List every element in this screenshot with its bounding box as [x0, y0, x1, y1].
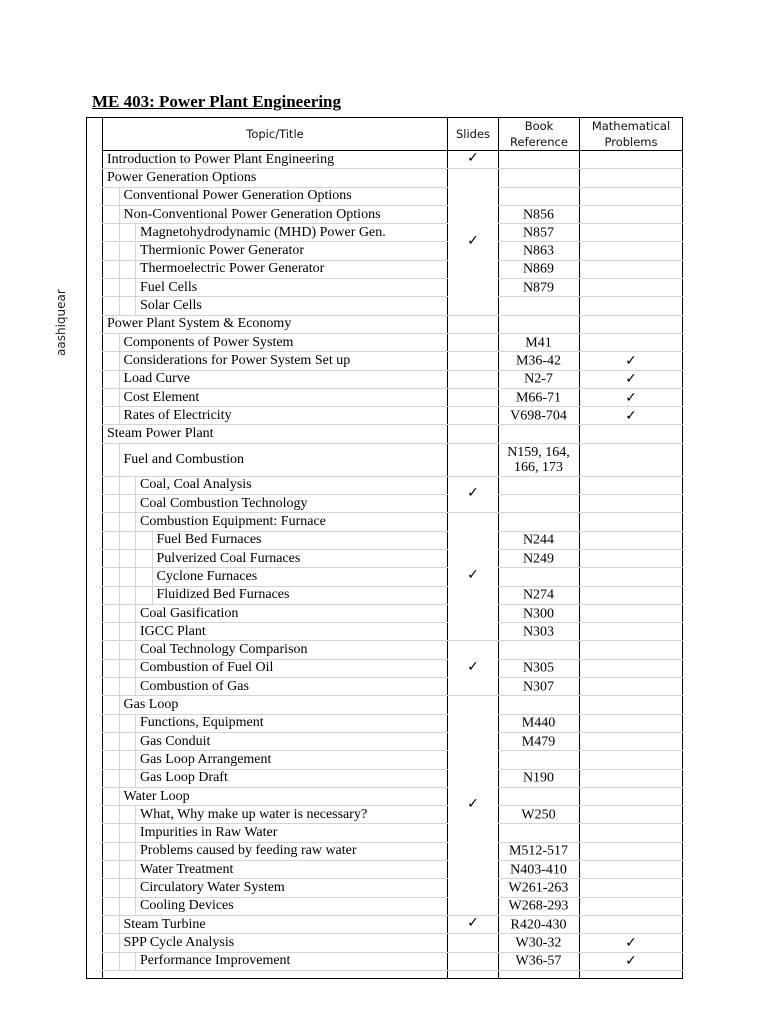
table-row	[102, 495, 683, 513]
table-row	[102, 696, 683, 714]
slides-check-mark: ✓	[467, 567, 479, 584]
table-row	[102, 660, 683, 678]
book-reference-text: N300	[522, 606, 555, 622]
row-topic: Thermionic Power Generator	[140, 243, 305, 259]
row-math-check: ✓	[625, 407, 637, 424]
indent-guide	[119, 550, 120, 568]
book-reference-text: N190	[522, 770, 555, 786]
indent-guide	[135, 550, 136, 568]
row-topic: Water Treatment	[140, 861, 234, 877]
table-row	[102, 953, 683, 971]
header-topic: Topic/Title	[102, 118, 448, 151]
table-row	[102, 297, 683, 315]
row-book-reference	[498, 244, 579, 259]
table-row	[102, 605, 683, 623]
indent-guide	[119, 879, 120, 897]
slides-check-mark: ✓	[467, 658, 479, 675]
book-reference-text: N856	[522, 207, 555, 223]
slides-check-mark: ✓	[467, 232, 479, 249]
table-row	[102, 532, 683, 550]
indent-guide	[119, 444, 120, 477]
table-row	[102, 916, 683, 934]
slides-check-mark: ✓	[467, 915, 479, 932]
row-book-reference	[498, 207, 579, 222]
row-topic: Fluidized Bed Furnaces	[156, 587, 290, 603]
indent-guide	[119, 770, 120, 788]
row-topic: Steam Turbine	[123, 916, 206, 932]
row-topic: Power Plant System & Economy	[107, 316, 292, 332]
indent-guide	[119, 206, 120, 224]
row-book-reference	[498, 679, 579, 694]
row-book-reference	[498, 734, 579, 749]
indent-guide	[135, 587, 136, 605]
row-topic: Functions, Equipment	[140, 715, 264, 731]
book-reference-text: W261-263	[508, 880, 569, 896]
row-topic: Combustion of Gas	[140, 678, 249, 694]
row-topic: Considerations for Power System Set up	[123, 352, 351, 368]
row-book-reference	[498, 335, 579, 350]
indent-guide	[135, 279, 136, 297]
row-math-check: ✓	[625, 389, 637, 406]
book-reference-text: N879	[522, 280, 555, 296]
indent-guide	[119, 279, 120, 297]
row-topic: Components of Power System	[123, 334, 294, 350]
indent-guide	[152, 587, 153, 605]
row-topic: Load Curve	[123, 371, 190, 387]
table-row	[102, 513, 683, 531]
table-row	[102, 279, 683, 297]
table-row	[102, 879, 683, 897]
row-book-reference	[498, 807, 579, 822]
indent-guide	[135, 678, 136, 696]
indent-guide	[135, 623, 136, 641]
row-book-reference	[498, 771, 579, 786]
row-topic: Water Loop	[123, 788, 190, 804]
book-reference-text: M512-517	[508, 843, 569, 859]
row-math-check: ✓	[625, 953, 637, 970]
indent-guide	[135, 843, 136, 861]
indent-guide	[135, 568, 136, 586]
indent-guide	[119, 243, 120, 261]
row-topic: Cost Element	[123, 389, 200, 405]
book-reference-text: W268-293	[508, 898, 569, 914]
row-topic: Gas Loop Arrangement	[140, 751, 272, 767]
row-topic: Coal Technology Comparison	[140, 642, 308, 658]
indent-guide	[119, 261, 120, 279]
book-reference-text: N305	[522, 660, 555, 676]
indent-guide	[135, 953, 136, 971]
row-book-reference	[498, 899, 579, 914]
row-topic: Cooling Devices	[140, 898, 234, 914]
indent-guide	[119, 587, 120, 605]
indent-guide	[135, 297, 136, 315]
indent-guide	[119, 352, 120, 370]
table-row	[102, 389, 683, 407]
indent-guide	[119, 898, 120, 916]
table-row	[102, 861, 683, 879]
table-row	[102, 715, 683, 733]
table-row	[102, 568, 683, 586]
table-row	[102, 751, 683, 769]
table-row	[102, 733, 683, 751]
table-row	[102, 770, 683, 788]
indent-guide	[119, 660, 120, 678]
table-row	[102, 623, 683, 641]
indent-guide	[135, 825, 136, 843]
row-book-reference	[498, 390, 579, 405]
row-topic: Performance Improvement	[140, 953, 291, 969]
table-row	[102, 334, 683, 352]
book-reference-text: M66-71	[515, 390, 562, 406]
table-row	[102, 843, 683, 861]
row-book-reference	[498, 606, 579, 621]
book-reference-text: W250	[521, 807, 556, 823]
indent-guide	[119, 751, 120, 769]
row-book-reference	[498, 661, 579, 676]
row-topic: What, Why make up water is necessary?	[140, 806, 368, 822]
book-reference-text: N869	[522, 261, 555, 277]
book-reference-text: W36-57	[515, 953, 562, 969]
indent-guide	[119, 297, 120, 315]
book-reference-text: M440	[521, 715, 556, 731]
row-topic: Non-Conventional Power Generation Options	[123, 206, 381, 222]
row-topic: Fuel and Combustion	[123, 451, 245, 467]
slides-check-mark: ✓	[467, 485, 479, 502]
table-border-left	[86, 118, 87, 978]
header-slides: Slides	[447, 118, 499, 151]
book-reference-text: N303	[522, 624, 555, 640]
table-row	[102, 934, 683, 952]
table-row	[102, 788, 683, 806]
book-reference-text: M41	[525, 335, 552, 351]
table-row	[102, 371, 683, 389]
indent-guide	[119, 788, 120, 806]
row-topic: IGCC Plant	[140, 623, 206, 639]
page-title: ME 403: Power Plant Engineering	[92, 92, 341, 111]
row-book-reference	[498, 917, 579, 932]
row-topic: Combustion of Fuel Oil	[140, 660, 274, 676]
indent-guide	[135, 861, 136, 879]
table-row	[102, 151, 683, 169]
indent-guide	[135, 605, 136, 623]
book-reference-text: R420-430	[510, 917, 567, 933]
row-math-check: ✓	[625, 934, 637, 951]
indent-guide	[135, 898, 136, 916]
row-book-reference	[498, 225, 579, 240]
indent-guide	[152, 532, 153, 550]
indent-guide	[119, 825, 120, 843]
book-reference-text: W30-32	[515, 935, 562, 951]
indent-guide	[119, 934, 120, 952]
row-book-reference	[498, 935, 579, 950]
indent-guide	[135, 513, 136, 531]
book-reference-text: V698-704	[510, 408, 567, 424]
slides-check-mark: ✓	[467, 150, 479, 167]
table-row	[102, 825, 683, 843]
row-book-reference	[498, 408, 579, 423]
table-row	[102, 678, 683, 696]
indent-guide	[135, 770, 136, 788]
row-book-reference	[498, 353, 579, 368]
row-topic: Magnetohydrodynamic (MHD) Power Gen.	[140, 224, 386, 240]
table-row	[102, 316, 683, 334]
indent-guide	[135, 660, 136, 678]
row-topic: Circulatory Water System	[140, 880, 285, 896]
row-book-reference	[498, 862, 579, 877]
row-topic: Gas Conduit	[140, 733, 211, 749]
row-math-check: ✓	[625, 371, 637, 388]
row-book-reference	[498, 881, 579, 896]
indent-guide	[135, 495, 136, 513]
row-book-reference	[498, 533, 579, 548]
book-reference-text: N2-7	[524, 371, 553, 387]
indent-guide	[119, 953, 120, 971]
table-row	[102, 898, 683, 916]
row-topic: Coal Combustion Technology	[140, 495, 308, 511]
row-topic: Combustion Equipment: Furnace	[140, 514, 326, 530]
indent-guide	[135, 224, 136, 242]
indent-guide	[119, 477, 120, 495]
indent-guide	[135, 532, 136, 550]
table-row	[102, 261, 683, 279]
book-reference-text: M479	[521, 734, 556, 750]
indent-guide	[119, 407, 120, 425]
table-row	[102, 444, 683, 477]
header-mathematical-problems: Mathematical Problems	[579, 118, 683, 151]
indent-guide	[119, 678, 120, 696]
indent-guide	[119, 495, 120, 513]
header-book-reference: Book Reference	[498, 118, 580, 151]
side-watermark-text: aashiquear	[54, 289, 68, 356]
indent-guide	[119, 843, 120, 861]
table-row	[102, 550, 683, 568]
book-reference-text: N159, 164,	[507, 444, 570, 460]
table-row	[102, 352, 683, 370]
row-topic: SPP Cycle Analysis	[123, 934, 235, 950]
course-topics-table	[86, 117, 683, 979]
indent-guide	[152, 550, 153, 568]
table-row	[102, 188, 683, 206]
indent-guide	[135, 261, 136, 279]
table-row	[102, 477, 683, 495]
row-book-reference	[498, 844, 579, 859]
table-row	[102, 426, 683, 444]
indent-guide	[119, 715, 120, 733]
indent-guide	[119, 532, 120, 550]
row-book-reference	[498, 954, 579, 969]
book-reference-text: M36-42	[515, 353, 562, 369]
indent-guide	[119, 568, 120, 586]
indent-guide	[119, 861, 120, 879]
indent-guide	[119, 623, 120, 641]
book-reference-text: N307	[522, 679, 555, 695]
row-topic: Pulverized Coal Furnaces	[156, 550, 301, 566]
indent-guide	[152, 568, 153, 586]
indent-guide	[135, 715, 136, 733]
row-topic: Problems caused by feeding raw water	[140, 843, 357, 859]
row-topic: Gas Loop Draft	[140, 770, 228, 786]
book-reference-text: N249	[522, 551, 555, 567]
indent-guide	[119, 806, 120, 824]
indent-guide	[119, 224, 120, 242]
row-topic: Thermoelectric Power Generator	[140, 261, 325, 277]
row-book-reference	[498, 716, 579, 731]
book-reference-text: N403-410	[510, 862, 567, 878]
indent-guide	[119, 916, 120, 934]
row-topic: Cyclone Furnaces	[156, 568, 258, 584]
row-topic: Rates of Electricity	[123, 407, 232, 423]
indent-guide	[119, 188, 120, 206]
indent-guide	[119, 605, 120, 623]
row-topic: Gas Loop	[123, 697, 179, 713]
indent-guide	[119, 389, 120, 407]
indent-guide	[135, 806, 136, 824]
row-book-reference	[498, 551, 579, 566]
indent-guide	[119, 642, 120, 660]
row-topic: Impurities in Raw Water	[140, 825, 278, 841]
row-topic: Steam Power Plant	[107, 426, 214, 442]
table-row	[102, 407, 683, 425]
slides-check-mark: ✓	[467, 796, 479, 813]
indent-guide	[119, 733, 120, 751]
indent-guide	[119, 513, 120, 531]
indent-guide	[119, 334, 120, 352]
book-reference-text: N863	[522, 243, 555, 259]
row-topic: Introduction to Power Plant Engineering	[107, 151, 335, 167]
row-book-reference	[498, 280, 579, 295]
row-book-reference	[498, 588, 579, 603]
row-book-reference	[498, 624, 579, 639]
book-reference-text: N274	[522, 587, 555, 603]
row-topic: Coal Gasification	[140, 605, 239, 621]
row-topic: Fuel Cells	[140, 279, 198, 295]
row-book-reference	[498, 445, 579, 475]
indent-guide	[135, 642, 136, 660]
table-row	[102, 587, 683, 605]
table-row	[102, 224, 683, 242]
table-row	[102, 243, 683, 261]
table-row	[102, 642, 683, 660]
row-topic: Power Generation Options	[107, 169, 257, 185]
row-topic: Solar Cells	[140, 298, 202, 314]
table-row	[102, 206, 683, 224]
row-math-check: ✓	[625, 352, 637, 369]
book-reference-text-line2: 166, 173	[514, 459, 563, 475]
indent-guide	[119, 696, 120, 714]
book-reference-text: N244	[522, 532, 555, 548]
indent-guide	[135, 243, 136, 261]
row-topic: Coal, Coal Analysis	[140, 477, 252, 493]
indent-guide	[119, 371, 120, 389]
indent-guide	[135, 733, 136, 751]
row-book-reference	[498, 372, 579, 387]
row-topic: Conventional Power Generation Options	[123, 188, 352, 204]
table-row	[102, 806, 683, 824]
indent-guide	[135, 879, 136, 897]
indent-guide	[135, 751, 136, 769]
book-reference-text: N857	[522, 225, 555, 241]
row-book-reference	[498, 262, 579, 277]
row-topic: Fuel Bed Furnaces	[156, 532, 262, 548]
indent-guide	[135, 477, 136, 495]
table-row	[102, 169, 683, 187]
